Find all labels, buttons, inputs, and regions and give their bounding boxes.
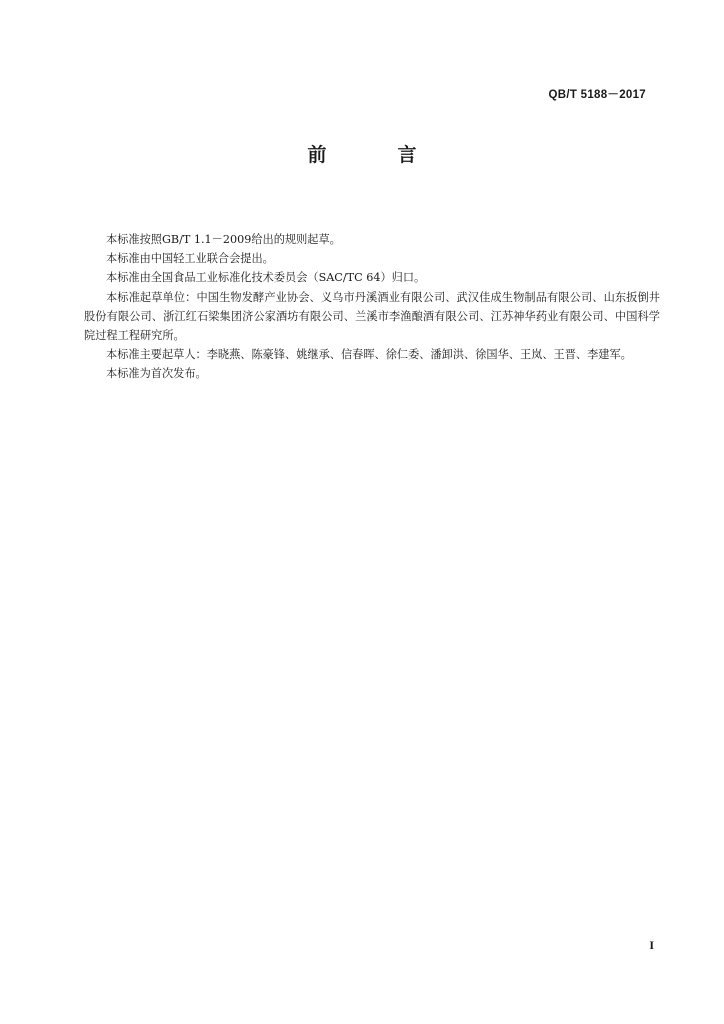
paragraph-drafting-rules: 本标准按照GB/T 1.1－2009给出的规则起草。	[106, 233, 341, 246]
standard-code: QB/T 5188－2017	[548, 89, 646, 101]
page-number: I	[649, 938, 654, 952]
paragraph-proposer: 本标准由中国轻工业联合会提出。	[106, 252, 274, 266]
foreword-body	[84, 230, 660, 384]
paragraph-drafting-units: 本标准起草单位：中国生物发酵产业协会、义乌市丹溪酒业有限公司、武汉佳成生物制品有限公司、山东扳倒井股份有限公司、浙江红石梁集团济公家酒坊有限公司、兰溪市李渔酿酒有限公司、江苏神华药业有限公司、中国科学院过程工程研究所。	[84, 290, 660, 343]
paragraph-administrator: 本标准由全国食品工业标准化技术委员会（SAC/TC 64）归口。	[106, 271, 426, 285]
paragraph-first-release: 本标准为首次发布。	[106, 367, 207, 381]
page-title: 前 言	[307, 144, 443, 166]
paragraph-drafters: 本标准主要起草人：李晓燕、陈豪锋、姚继承、信春晖、徐仁委、潘卸洪、徐国华、王岚、王晋、李建军。	[106, 348, 632, 362]
